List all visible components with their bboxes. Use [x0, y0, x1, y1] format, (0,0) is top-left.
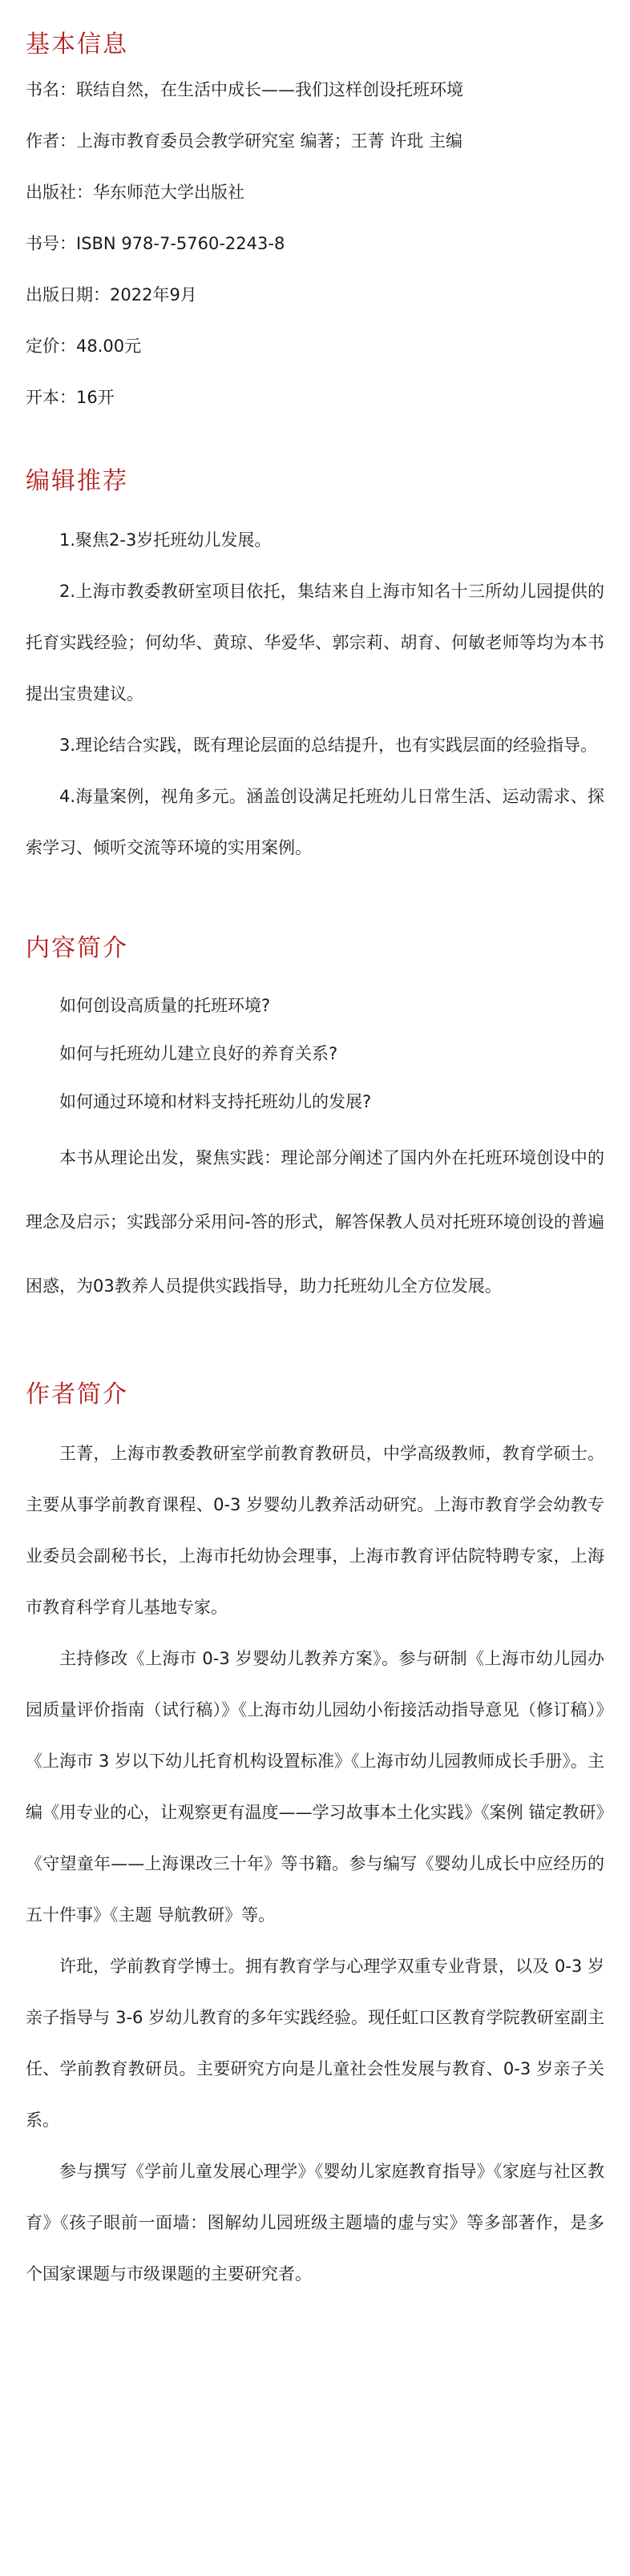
intro-question-3: 如何通过环境和材料支持托班幼儿的发展?: [59, 1092, 372, 1111]
book-title-line: 书名：联结自然，在生活中成长——我们这样创设托班环境: [26, 80, 463, 99]
author-intro-heading: 作者简介: [26, 1381, 128, 1409]
basic-info-section: [26, 29, 604, 409]
editor-point-4: 4.海量案例，视角多元。涵盖创设满足托班幼儿日常生活、运动需求、探索学习、倾听交流等环境的实用案例。: [26, 787, 604, 857]
format-line: 开本：16开: [26, 388, 115, 407]
editor-point-3: 3.理论结合实践，既有理论层面的总结提升，也有实践层面的经验指导。: [59, 736, 598, 755]
isbn-line: 书号：ISBN 978-7-5760-2243-8: [26, 234, 285, 253]
intro-question-1: 如何创设高质量的托班环境?: [59, 996, 271, 1015]
content-intro-section: [26, 933, 604, 1318]
author-paragraph-2: 主持修改《上海市 0-3 岁婴幼儿教养方案》。参与研制《上海市幼儿园办园质量评价指南（试行稿）》《上海市幼儿园幼小衔接活动指导意见（修订稿）》《上海市 3 岁以下幼儿托育机构设置标准》《上海市幼儿园教师成长手册》。主编《用专业的心，让观察更有温度——学习故事本土化实践》《案例 锚定教研》《守望童年——上海课改三十年》等书籍。参与编写《婴幼儿成长中应经历的五十件事》《主题 导航教研》等。: [26, 1649, 604, 1925]
editor-recommendation-heading: 编辑推荐: [26, 467, 128, 495]
editor-recommendation-section: [26, 466, 604, 873]
price-line: 定价：48.00元: [26, 337, 142, 356]
content-intro-heading: 内容简介: [26, 934, 128, 962]
author-line: 作者：上海市教育委员会教学研究室 编著；王菁 许玭 主编: [26, 131, 463, 151]
editor-point-2: 2.上海市教委教研室项目依托，集结来自上海市知名十三所幼儿园提供的托育实践经验；何幼华、黄琼、华爱华、郭宗莉、胡育、何敏老师等均为本书提出宝贵建议。: [26, 582, 604, 703]
author-intro-section: [26, 1379, 604, 2300]
editor-point-1: 1.聚焦2-3岁托班幼儿发展。: [59, 530, 272, 550]
author-paragraph-4: 参与撰写《学前儿童发展心理学》《婴幼儿家庭教育指导》《家庭与社区教育》《孩子眼前一面墙：图解幼儿园班级主题墙的虚与实》等多部著作，是多个国家课题与市级课题的主要研究者。: [26, 2162, 604, 2284]
publish-date-line: 出版日期：2022年9月: [26, 285, 197, 304]
author-paragraph-3: 许玭，学前教育学博士。拥有教育学与心理学双重专业背景，以及 0-3 岁亲子指导与 3-6 岁幼儿教育的多年实践经验。现任虹口区教育学院教研室副主任、学前教育教研员。主要研究方向是儿童社会性发展与教育、0-3 岁亲子关系。: [26, 1957, 604, 2130]
author-paragraph-1: 王菁，上海市教委教研室学前教育教研员，中学高级教师，教育学硕士。主要从事学前教育课程、0-3 岁婴幼儿教养活动研究。上海市教育学会幼教专业委员会副秘书长，上海市托幼协会理事，上海市教育评估院特聘专家，上海市教育科学育儿基地专家。: [26, 1444, 604, 1617]
publisher-line: 出版社：华东师范大学出版社: [26, 183, 244, 202]
intro-question-2: 如何与托班幼儿建立良好的养育关系?: [59, 1044, 338, 1063]
basic-info-heading: 基本信息: [26, 30, 128, 58]
intro-paragraph: 本书从理论出发，聚焦实践：理论部分阐述了国内外在托班环境创设中的理念及启示；实践部分采用问-答的形式，解答保教人员对托班环境创设的普遍困惑，为03教养人员提供实践指导，助力托班幼儿全方位发展。: [26, 1148, 604, 1296]
